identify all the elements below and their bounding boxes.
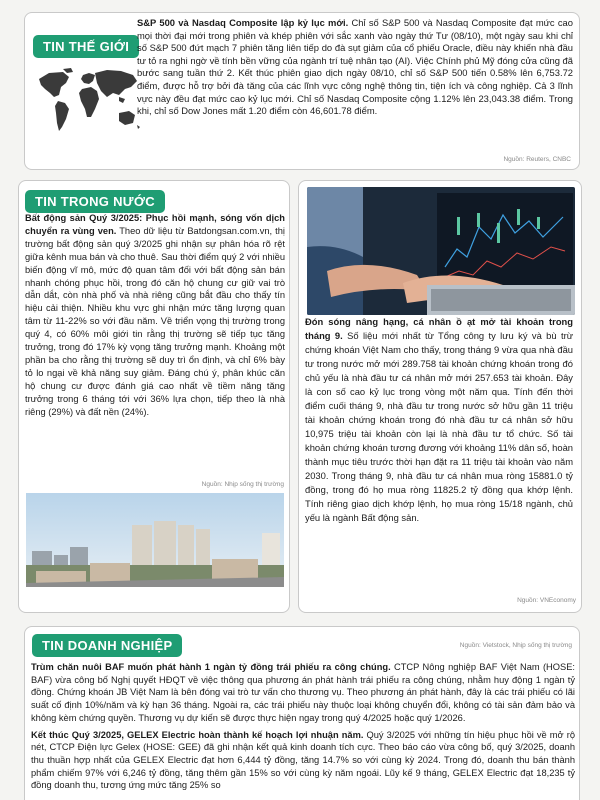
business-news-tag: TIN DOANH NGHIỆP [32,634,182,657]
world-news-body: Chỉ số S&P 500 và Nasdaq Composite đạt mức cao mọi thời đại mới trong phiên và khép phiên với sắc xanh vào ngày thứ Tư (08/10), một ngày sau khi chỉ số S&P 500 đứt mạch 7 phiên tăng liên tiếp do đà sụt giảm của cổ phiếu Oracle, điều này khiến nhà đầu tư tỏ ra nghi ngờ về tính bền vững của ngành trí tuệ nhân tạo (AI). Việc Chính phủ Mỹ đóng cửa cũng đã bước sang tuần thứ 2. Kết thúc phiên giao dịch ngày 08/10, chỉ số S&P 500 tiến 0.58% lên 6,753.72 điểm, được hỗ trợ bởi đà tăng của các lĩnh vực công nghệ thông tin, tiện ích và công nghiệp. Cả 3 lĩnh vực này đều đạt mức cao kỷ lục mới. Chỉ số Nasdaq Composite cộng 1.12% lên 23,043.38 điểm. Trong khi, chỉ số Dow Jones mất 1.20 điểm còn 46,601.78 điểm. [137,17,573,117]
domestic-news-source: Nguồn: Nhịp sống thị trường [201,481,284,488]
world-news-text [137,17,573,118]
business-news-source: Nguồn: Vietstock, Nhịp sống thị trường [459,642,572,649]
domestic-news-headline: Bất động sản Quý 3/2025: Phục hồi mạnh, sóng vốn dịch chuyển ra vùng ven. [25,213,285,236]
business-item-headline: Kết thúc Quý 3/2025, GELEX Electric hoàn thành kế hoạch lợi nhuận năm. [31,729,364,740]
stocks-news-text [305,315,573,525]
business-item-body: CTCP Nông nghiệp BAF Việt Nam (HOSE: BAF) vừa công bố Nghị quyết HĐQT về việc thông qua phương án phát hành trái phiếu ra công chúng, nhằm huy động 1 ngàn tỷ đồng. Chứng khoán JB Việt Nam là bên đóng vai trò tư vấn cho thương vụ. Theo phương án phát hành, đây là các trái phiếu có lãi suất cố định 10%/năm và kỳ hạn 36 tháng. Ngoài ra, các trái phiếu này thuộc loại không chuyển đổi, không có tài sản đảm bảo và không kèm chứng quyền. Thương vụ dự kiến sẽ được thực hiện ngay trong quý 4/2025 hoặc quý 1/2026. [31,662,575,723]
business-news-panel [24,626,580,800]
domestic-news-tag: TIN TRONG NƯỚC [25,190,165,213]
world-news-source: Nguồn: Reuters, CNBC [503,156,571,163]
city-skyline-image [26,493,284,587]
world-news-panel [24,12,580,170]
domestic-news-text [25,212,285,419]
business-news-text [31,661,575,796]
world-map-icon [33,65,145,145]
stocks-news-source: Nguồn: VNEconomy [517,597,576,604]
stocks-news-panel [298,180,582,613]
business-item-body: Quý 3/2025 với những tín hiệu phục hồi về mở rộ nét, CTCP Điện lực Gelex (HOSE: GEE) đã ghi nhận kết quả kinh doanh tích cực. Theo báo cáo vừa công bố, quý 3/2025, doanh thu thuần hợp nhất của GELEX Electric đạt hơn 6,444 tỷ đồng, tăng 14.7% so với cùng kỳ 2024. Trong đó, doanh thu bán thành phẩm chiếm 97% với 6,246 tỷ đồng, tăng thêm gần 15% so với cùng kỳ năm ngoái. Lũy kế 9 tháng, GELEX Electric đạt 18,235 tỷ đồng doanh thu, tương ứng mức tăng 25% so [31,729,575,791]
stocks-news-headline: Đón sóng nâng hạng, cá nhân ồ ạt mở tài khoản trong tháng 9. [305,316,573,341]
trading-screens-photo [307,187,575,315]
business-item-headline: Trùm chăn nuôi BAF muốn phát hành 1 ngàn tỷ đồng trái phiếu ra công chúng. [31,662,391,672]
business-item [31,729,575,793]
business-item [31,661,575,725]
world-news-tag: TIN THẾ GIỚI [33,35,139,58]
world-news-headline: S&P 500 và Nasdaq Composite lập kỷ lục mới. [137,17,349,28]
stocks-news-body: Số liệu mới nhất từ Tổng công ty lưu ký và bù trừ chứng khoán Việt Nam cho thấy, trong tháng 9 vừa qua nhà đầu tư trong nước mở mới 289.758 tài khoản chứng khoán trong đó chủ yếu là nhà đầu tư cá nhân mở mới 257.653 tài khoản. Đây là con số cao kỷ lục trong vòng một năm qua. Tính đến thời điểm cuối tháng 9, nhà đầu tư trong nước sở hữu gần 11 triệu tài khoản chứng khoán trong đó nhà đầu tư cá nhân sở hữu 10,975 triệu tài khoản còn lại là nhà đầu tư tổ chức. Số tài khoản chứng khoán tương đương với khoảng 11% dân số, hoàn thành mục tiêu trước thời hạn đặt ra 11 triệu tài khoản vào năm 2030. Trong tháng 9, nhà đầu tư cá nhân mua ròng 15881.0 tỷ đồng, trong đó họ mua ròng 11825.2 tỷ đồng qua khớp lệnh. Tính riêng giao dịch khớp lệnh, họ mua ròng 15/18 ngành, chủ yếu là ngành Bất động sản. [305,330,574,523]
domestic-news-body: Theo dữ liệu từ Batdongsan.com.vn, thị trường bất động sản quý 3/2025 ghi nhận sự phân hóa rõ rệt giữa kênh mua bán và cho thuê. Sau thời điểm quý 2 với nhiều biến động vĩ mô, mức độ quan tâm đối với bất động sản bán nhanh chóng phục hồi, trong đó căn hộ chung cư giữ vai trò dẫn dắt, còn nhà phố và nhà riêng cũng bắt đầu cho thấy tín hiệu cải thiện. Nhiều khu vực ghi nhận mức tăng lượng quan tâm từ 11-22% so với đầu năm. Về triển vọng thị trường trong quý 4, có 60% môi giới tin rằng thị trường sẽ tiếp tục tăng trưởng, trong đó 17% kỳ vọng tăng trưởng mạnh. Khoảng một phần ba cho rằng thị trường sẽ duy trì ổn định, và chỉ 6% bày tỏ lo ngại về khả năng suy giảm. Đáng chú ý, phân khúc căn hộ chung cư được đánh giá cao nhất về tiềm năng tăng trưởng trong 6 tháng tới với 36% lựa chọn, tiếp theo là nhà riêng (29%) và đất nền (24%). [25,225,285,417]
